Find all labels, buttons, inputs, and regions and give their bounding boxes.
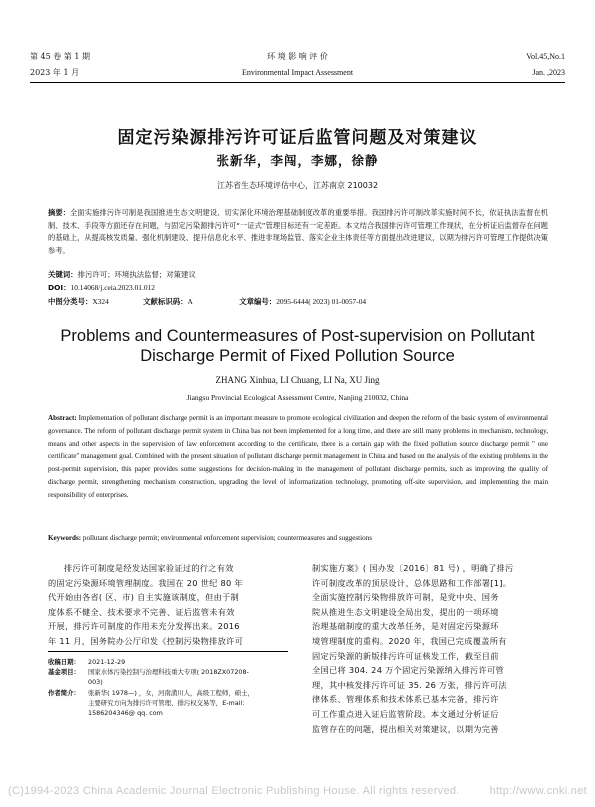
doc-code-value: A xyxy=(187,297,193,306)
body-left-line: 度体系不健全、技术要求不完善、证后监管未有效 xyxy=(48,606,235,617)
author-label: 作者简介： xyxy=(48,688,80,697)
body-left-column xyxy=(48,561,288,649)
authors-cn: 张新华，李闯，李娜，徐静 xyxy=(216,153,379,168)
keywords-cn xyxy=(48,269,196,281)
abstract-en-text: Implementation of pollutant discharge permit is an important measure to promote ecological civilization and deepen the reform of the basic system of environmental governance. The reform of pollutant discharge permit system in China has not been implemented for a long time, and there are still many problems in mechanism, technology, means and other aspects in the supervision of law enforcement according to the certificate, there is a certain gap with the fixed pollution source discharge permit " one certificate" management goal. Combined with the present situation of pollutant discharge permit management in China and based on the analysis of the existing problems in the post-permit supervision, this paper provides some suggestions for decision-making in the management of pollutant discharge permits, such as improving the quality of discharge permit, strengthening mechanism construction, upgrading the level of informatization technology, promoting off-site supervision, and implementing the main responsibility of enterprises. xyxy=(48,414,548,499)
article-number-label: 文章编号： xyxy=(239,297,277,306)
title-en-line2: Discharge Permit of Fixed Pollution Source xyxy=(140,347,455,365)
footnote-author-cont xyxy=(48,698,288,708)
affiliation-en: Jiangsu Provincial Ecological Assessment Centre, Nanjing 210032, China xyxy=(186,393,409,402)
affiliation-cn: 江苏省生态环境评估中心，江苏南京 210032 xyxy=(216,181,379,190)
header-journal-en: Environmental Impact Assessment xyxy=(241,68,354,77)
header-date: 2023 年 1 月 xyxy=(30,68,80,77)
article-number-value: 2095-6444( 2023) 01-0057-04 xyxy=(276,297,367,306)
body-right-line: 院从推进生态文明建设全局出发，提出的一项环境 xyxy=(312,606,499,617)
body-right-line: 制实施方案》( 国办发〔2016〕81 号) ，明确了排污 xyxy=(312,563,514,573)
abstract-cn xyxy=(48,207,548,257)
keywords-en-text: pollutant discharge permit; environmental enforcement supervision; countermeasures and suggestions xyxy=(82,534,372,542)
classification-line xyxy=(48,296,548,308)
title-en-line1: Problems and Countermeasures of Post-supervision on Pollutant xyxy=(60,327,535,345)
abstract-en xyxy=(48,412,548,502)
doi-text: 10.14068/j.ceia.2023.01.012 xyxy=(70,283,155,292)
author-line3: 1586204346@ qq. com xyxy=(88,709,163,718)
body-right-line: 治理基础制度的重大改革任务，是对固定污染源环 xyxy=(312,621,499,632)
keywords-cn-label: 关键词： xyxy=(48,270,78,279)
body-left-line: 年 11 月，国务院办公厅印发《控制污染物排放许可 xyxy=(48,635,244,646)
body-right-line: 理，其中核发排污许可证 35. 26 万张，排污许可法 xyxy=(312,679,507,690)
footnote-rule xyxy=(48,651,288,652)
body-right-line: 境管理制度的重构。2020 年，我国已完成覆盖所有 xyxy=(312,635,507,646)
spacer xyxy=(48,708,88,718)
cnki-watermark-copyright: (C)1994-2023 China Academic Journal Electronic Publishing House. All rights reserved. xyxy=(8,785,460,797)
doi-label: DOI： xyxy=(48,283,71,292)
footnote-author-email xyxy=(48,708,288,718)
author-line2: 主要研究方向为排污许可管理、排污权交易等，E-mail： xyxy=(88,698,249,707)
body-left-line: 开展，排污许可制度的作用未充分发挥出来。2016 xyxy=(48,621,240,632)
fund-line1: 国家水体污染控制与治理科技重大专项( 2018ZX07208- xyxy=(88,668,249,677)
footnote-received xyxy=(48,657,288,667)
abstract-en-label: Abstract: xyxy=(48,414,77,422)
body-right-line: 许可制度改革的顶层设计、总体思路和工作部署[1]。 xyxy=(312,577,512,588)
cnki-watermark-url: http://www.cnki.net xyxy=(489,785,587,797)
body-left-line: 排污许可制度是经发达国家验证过的行之有效 xyxy=(64,563,234,573)
body-right-column xyxy=(312,561,552,736)
received-label: 收稿日期： xyxy=(48,658,80,666)
fund-line2: 003) xyxy=(88,678,103,687)
footnote xyxy=(48,657,288,718)
abstract-cn-label: 摘要： xyxy=(48,208,71,217)
keywords-en xyxy=(48,532,548,545)
clc-value: X324 xyxy=(92,297,109,306)
header-journal-cn: 环 境 影 响 评 价 xyxy=(267,52,328,61)
received-date: 2021-12-29 xyxy=(88,658,126,666)
doi xyxy=(48,282,155,294)
body-right-line: 全国已将 304. 24 万个固定污染源纳入排污许可管 xyxy=(312,665,504,676)
body-right-line: 律体系、管理体系和技术体系已基本完备，排污许 xyxy=(312,694,499,705)
body-right-line: 固定污染源的新版排污许可证核发工作，截至目前 xyxy=(312,650,499,661)
clc-label: 中图分类号： xyxy=(48,297,93,306)
footnote-author xyxy=(48,688,288,698)
body-left-line: 的固定污染源环境管理制度。我国在 20 世纪 80 年 xyxy=(48,577,243,588)
footnote-fund xyxy=(48,667,288,677)
header-volume-issue: 第 45 卷 第 1 期 xyxy=(30,52,90,61)
header-month: Jan. ,2023 xyxy=(532,68,565,77)
body-right-line: 监管存在的问题，提出相关对策建议，以期为完善 xyxy=(312,723,499,734)
spacer xyxy=(48,677,88,687)
body-right-line: 全面实施控制污染物排放许可制，是党中央、国务 xyxy=(312,592,499,603)
title-cn: 固定污染源排污许可证后监管问题及对策建议 xyxy=(117,128,478,148)
footnote-fund-cont xyxy=(48,677,288,687)
authors-en: ZHANG Xinhua, LI Chuang, LI Na, XU Jing xyxy=(215,375,380,385)
body-right-line: 可工作重点进入证后监管阶段。本文通过分析证后 xyxy=(312,708,499,719)
spacer xyxy=(48,698,88,708)
keywords-en-label: Keywords: xyxy=(48,534,82,542)
keywords-cn-text: 排污许可；环境执法监督；对策建议 xyxy=(77,270,196,279)
header-rule xyxy=(30,82,565,83)
header-vol-no: Vol.45,No.1 xyxy=(526,52,565,61)
fund-label: 基金项目： xyxy=(48,668,80,677)
author-line1: 张新华( 1978—) ，女，河南潢川人，高级工程师，硕士， xyxy=(88,688,254,697)
abstract-cn-text: 全面实施排污许可制是我国推进生态文明建设、切实深化环境治理基础制度改革的重要举措。我国排污许可制改革实施时间不长，依证执法监督在机制、技术、手段等方面还存在问题，与固定污染源排污许可“一证式”管理目标还有一定差距。本文结合我国排污许可管理工作现状，在分析证后监督存在问题的基础上，从提高核发质量、强化机制建设、提升信息化水平、推进非现场监管、落实企业主体责任等方面提出改进建议，以期为排污许可管理工作提供决策参考。 xyxy=(48,208,548,255)
body-left-line: 代开始由各省( 区、市) 自主实施该制度，但由于制 xyxy=(48,592,240,603)
doc-code-label: 文献标识码： xyxy=(143,297,188,306)
